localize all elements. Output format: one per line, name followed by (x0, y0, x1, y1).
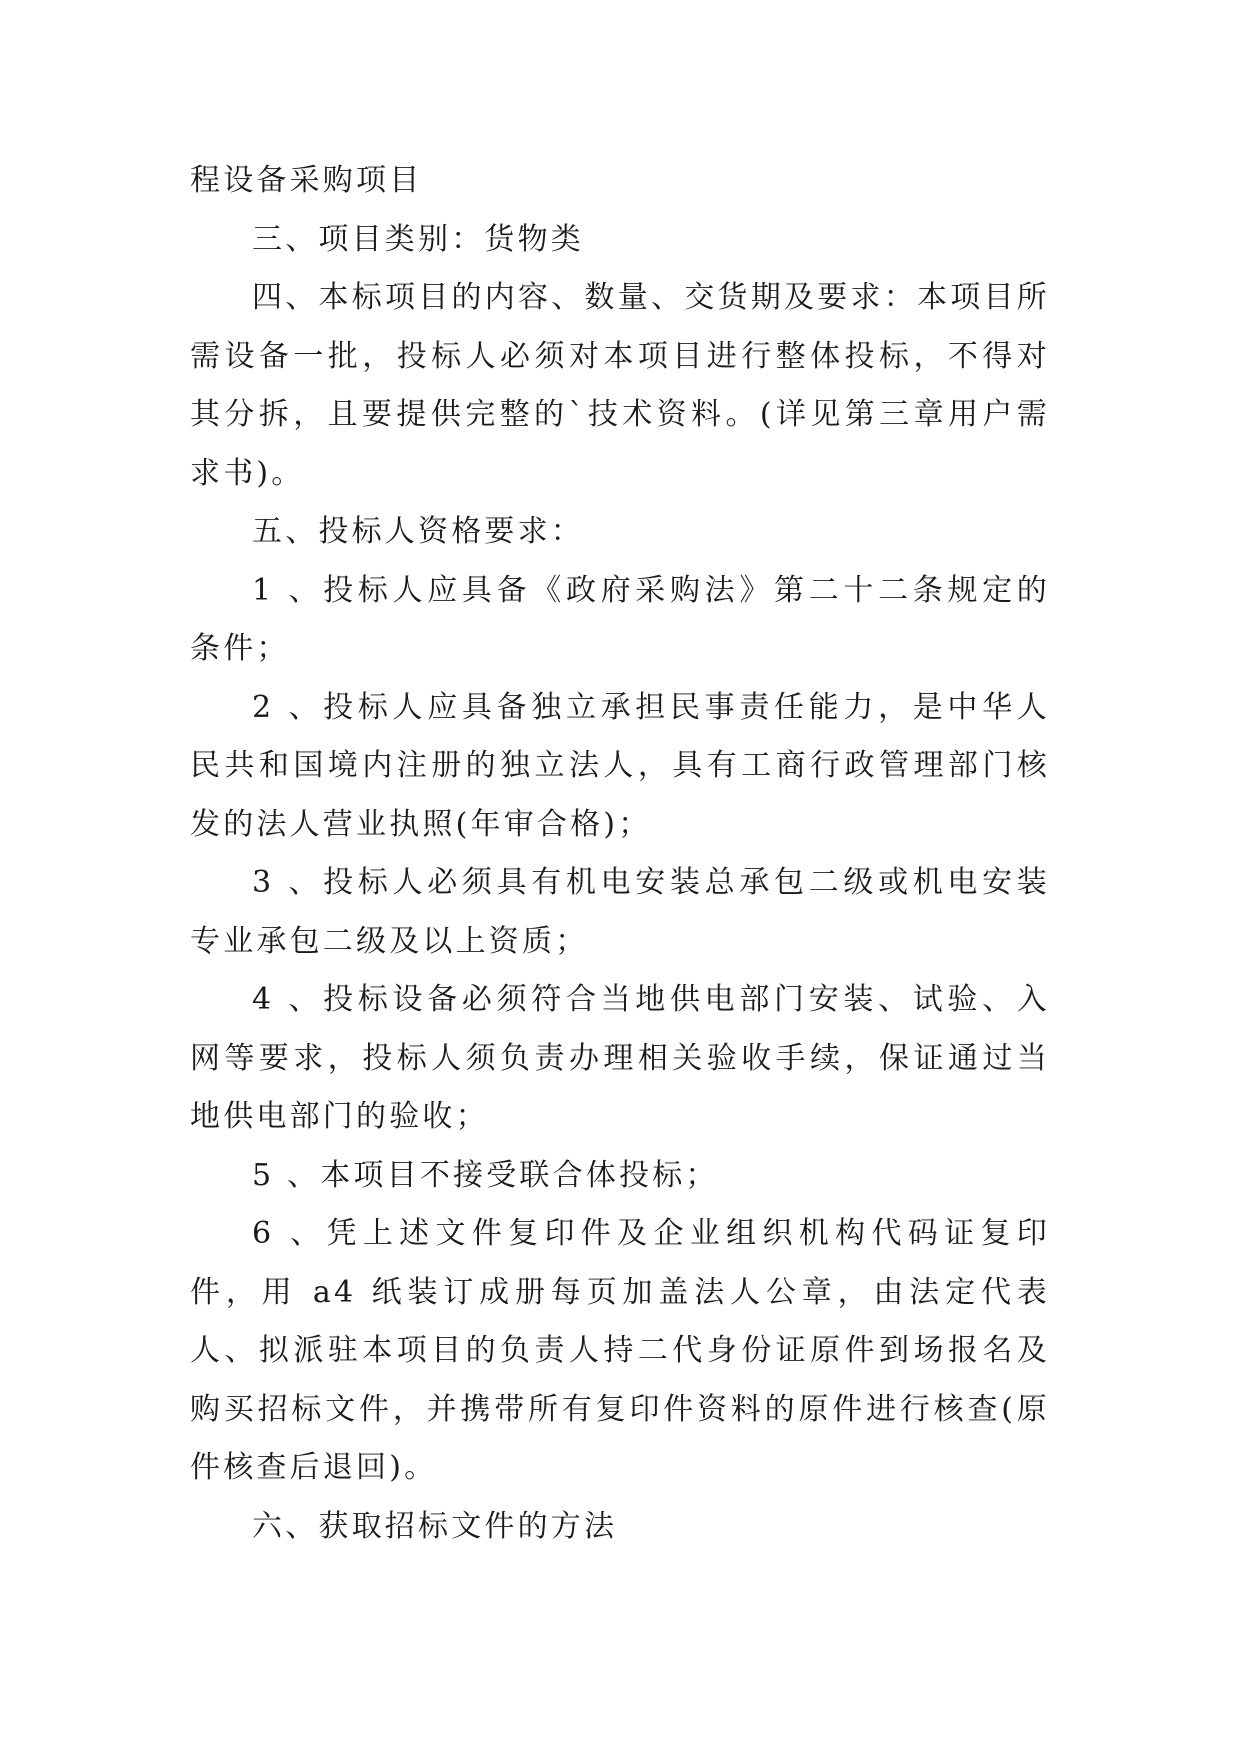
paragraph-qualification-5: 5 、本项目不接受联合体投标； (252, 1157, 719, 1193)
paragraph-qualification-3: 3 、投标人必须具有机电安装总承包二级或机电安装专业承包二级及以上资质； (190, 865, 1050, 959)
paragraph-qualification-2: 2 、投标人应具备独立承担民事责任能力，是中华人民共和国境内注册的独立法人，具有工商行政管理部门核发的法人营业执照(年审合格)； (190, 689, 1050, 842)
document-page (190, 152, 1050, 1556)
paragraph-qualification-6: 6 、凭上述文件复印件及企业组织机构代码证复印件，用 a4 纸装订成册每页加盖法人公章，由法定代表人、拟派驻本项目的负责人持二代身份证原件到场报名及购买招标文件，并携带所有复印件资料的原件进行核查(原件核查后退回)。 (190, 1216, 1050, 1485)
paragraph-obtain-documents-heading: 六、获取招标文件的方法 (252, 1508, 618, 1544)
paragraph-project-category: 三、项目类别：货物类 (252, 221, 584, 257)
paragraph-qualification-4: 4 、投标设备必须符合当地供电部门安装、试验、入网等要求，投标人须负责办理相关验收手续，保证通过当地供电部门的验收； (190, 982, 1050, 1134)
paragraph-project-name-continued: 程设备采购项目 (190, 163, 423, 198)
paragraph-content-requirements: 四、本标项目的内容、数量、交货期及要求：本项目所需设备一批，投标人必须对本项目进行整体投标，不得对其分拆，且要提供完整的`技术资料。(详见第三章用户需求书)。 (190, 280, 1050, 491)
paragraph-qualification-1: 1 、投标人应具备《政府采购法》第二十二条规定的条件； (190, 572, 1050, 666)
paragraph-qualification-heading: 五、投标人资格要求： (252, 514, 584, 549)
